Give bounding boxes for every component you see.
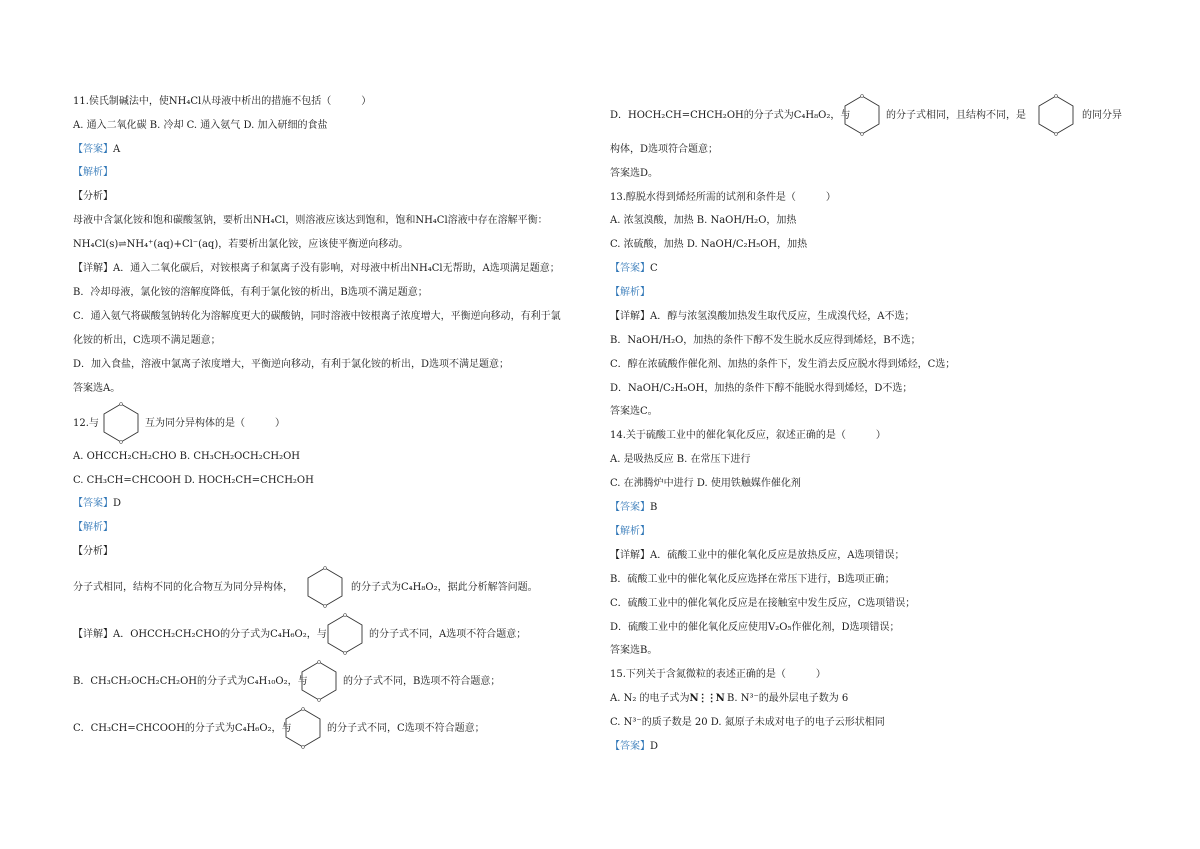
dioxane-ring-icon: [281, 706, 325, 750]
answer-tag: 【答案】: [73, 498, 113, 509]
answer-value: A: [113, 144, 121, 155]
answer-tag: 【答案】: [73, 144, 113, 155]
q12-detail-d-mid: 的分子式相同，且结构不同，是: [886, 110, 1026, 121]
q11-answer: [73, 144, 120, 156]
q12-detail-c-suffix: 的分子式不同，C选项不符合题意；: [327, 723, 485, 734]
q14-options-2: C. 在沸腾炉中进行 D. 使用铁触媒作催化剂: [610, 478, 801, 489]
q13-detail-c: C．醇在浓硫酸作催化剂、加热的条件下，发生消去反应脱水得到烯烃，C选；: [610, 359, 956, 370]
q12-detail-d-prefix: D．HOCH₂CH=CHCH₂OH的分子式为C₄H₈O₂，与: [610, 110, 851, 121]
q15-options-2: C. N³⁻的质子数是 20 D. 氮原子未成对电子的电子云形状相同: [610, 717, 885, 728]
q14-conclusion: 答案选B。: [610, 645, 658, 656]
dioxane-ring-icon: [297, 659, 341, 703]
q15-options-1: [610, 693, 848, 705]
dioxane-ring-icon: [99, 401, 143, 445]
q13-jiexi: 【解析】: [610, 287, 650, 298]
q14-detail-b: B．硫酸工业中的催化氧化反应选择在常压下进行，B选项正确；: [610, 574, 895, 585]
answer-tag: 【答案】: [610, 263, 650, 274]
dioxane-ring-icon: [303, 565, 347, 609]
dioxane-ring-icon: [1034, 93, 1078, 137]
q15-option-b: B. N³⁻的最外层电子数为 6: [723, 693, 849, 704]
answer-value: C: [650, 263, 658, 274]
q12-detail-a-suffix: 的分子式不同，A选项不符合题意；: [369, 629, 527, 640]
dioxane-ring-icon: [323, 612, 367, 656]
q13-detail-b: B．NaOH/H₂O，加热的条件下醇不发生脱水反应得到烯烃，B不选；: [610, 335, 921, 346]
q14-title: 14.关于硫酸工业中的催化氧化反应，叙述正确的是（ ）: [610, 430, 886, 441]
q12-options-1: A. OHCCH₂CH₂CHO B. CH₃CH₂OCH₂CH₂OH: [73, 451, 301, 462]
q11-analysis-2: NH₄Cl(s)⇌NH₄⁺(aq)+Cl⁻(aq)，若要析出氯化铵，应该使平衡逆向移动。: [73, 239, 409, 250]
q14-detail-d: D．硫酸工业中的催化氧化反应使用V₂O₅作催化剂，D选项错误；: [610, 622, 900, 633]
q14-answer: [610, 502, 657, 514]
q11-analysis-1: 母液中含氯化铵和饱和碳酸氢钠，要析出NH₄Cl，则溶液应该达到饱和，饱和NH₄Cl溶液中存在溶解平衡：: [73, 215, 548, 226]
q14-detail-c: C．硫酸工业中的催化氧化反应是在接触室中发生反应，C选项错误；: [610, 598, 916, 609]
q15-option-a: A. N₂ 的电子式为: [610, 693, 690, 704]
dioxane-ring-icon: [840, 93, 884, 137]
q14-jiexi: 【解析】: [610, 526, 650, 537]
q13-detail-d: D．NaOH/C₂H₅OH，加热的条件下醇不能脱水得到烯烃，D不选；: [610, 383, 913, 394]
q11-fenxi: 【分析】: [73, 191, 113, 202]
q13-options-2: C. 浓硫酸，加热 D. NaOH/C₂H₅OH，加热: [610, 239, 808, 250]
q12-jiexi: 【解析】: [73, 522, 113, 533]
q11-options: A. 通入二氧化碳 B. 冷却 C. 通入氨气 D. 加入研细的食盐: [73, 120, 328, 131]
q12-detail-d-2: 构体，D选项符合题意；: [610, 144, 719, 155]
answer-tag: 【答案】: [610, 502, 650, 513]
q12-conclusion: 答案选D。: [610, 168, 659, 179]
q12-detail-b-prefix: B．CH₃CH₂OCH₂CH₂OH的分子式为C₄H₁₀O₂，与: [73, 676, 308, 687]
n2-electron-formula: N⋮⋮N: [689, 693, 724, 704]
q11-detail-c1: C．通入氨气将碳酸氢钠转化为溶解度更大的碳酸钠，同时溶液中铵根离子浓度增大，平衡逆向移动，有利于氯: [73, 311, 561, 322]
q12-detail-d-suffix: 的同分异: [1082, 110, 1122, 121]
q11-detail-a: 【详解】A．通入二氧化碳后，对铵根离子和氯离子没有影响，对母液中析出NH₄Cl无帮助，A选项满足题意；: [73, 263, 560, 274]
q11-detail-d: D．加入食盐，溶液中氯离子浓度增大，平衡逆向移动，有利于氯化铵的析出，D选项不满足题意；: [73, 359, 510, 370]
answer-tag: 【答案】: [610, 741, 650, 752]
q11-detail-c2: 化铵的析出，C选项不满足题意；: [73, 335, 221, 346]
q12-options-2: C. CH₃CH=CHCOOH D. HOCH₂CH=CHCH₂OH: [73, 475, 314, 486]
q11-detail-b: B．冷却母液，氯化铵的溶解度降低，有利于氯化铵的析出，B选项不满足题意；: [73, 287, 428, 298]
q12-title-suffix: 互为同分异构体的是（ ）: [145, 418, 285, 429]
answer-value: D: [113, 498, 122, 509]
q12-detail-a-prefix: 【详解】A．OHCCH₂CH₂CHO的分子式为C₄H₆O₂，与: [73, 629, 327, 640]
q14-options-1: A. 是吸热反应 B. 在常压下进行: [610, 454, 751, 465]
q13-options-1: A. 浓氢溴酸，加热 B. NaOH/H₂O，加热: [610, 215, 797, 226]
q13-answer: [610, 263, 658, 275]
q12-fenxi: 【分析】: [73, 546, 113, 557]
q12-analysis-prefix: 分子式相同，结构不同的化合物互为同分异构体，: [73, 582, 293, 593]
q12-detail-c-prefix: C．CH₃CH=CHCOOH的分子式为C₄H₆O₂，与: [73, 723, 292, 734]
q12-analysis-suffix: 的分子式为C₄H₈O₂，据此分析解答问题。: [351, 582, 538, 593]
q12-detail-b-suffix: 的分子式不同，B选项不符合题意；: [343, 676, 501, 687]
q12-answer: [73, 498, 121, 510]
q13-title: 13.醇脱水得到烯烃所需的试剂和条件是（ ）: [610, 192, 836, 203]
q11-conclusion: 答案选A。: [73, 383, 121, 394]
answer-value: B: [650, 502, 658, 513]
q15-title: 15.下列关于含氮微粒的表述正确的是（ ）: [610, 669, 826, 680]
q15-answer: [610, 741, 658, 753]
answer-value: D: [650, 741, 659, 752]
q11-title: 11.侯氏制碱法中，使NH₄Cl从母液中析出的措施不包括（ ）: [73, 96, 372, 107]
q14-detail-a: 【详解】A．硫酸工业中的催化氧化反应是放热反应，A选项错误；: [610, 550, 905, 561]
q11-jiexi: 【解析】: [73, 167, 113, 178]
q13-conclusion: 答案选C。: [610, 406, 658, 417]
q13-detail-a: 【详解】A．醇与浓氢溴酸加热发生取代反应，生成溴代烃，A不选；: [610, 311, 915, 322]
q12-title-prefix: 12.与: [73, 418, 99, 429]
